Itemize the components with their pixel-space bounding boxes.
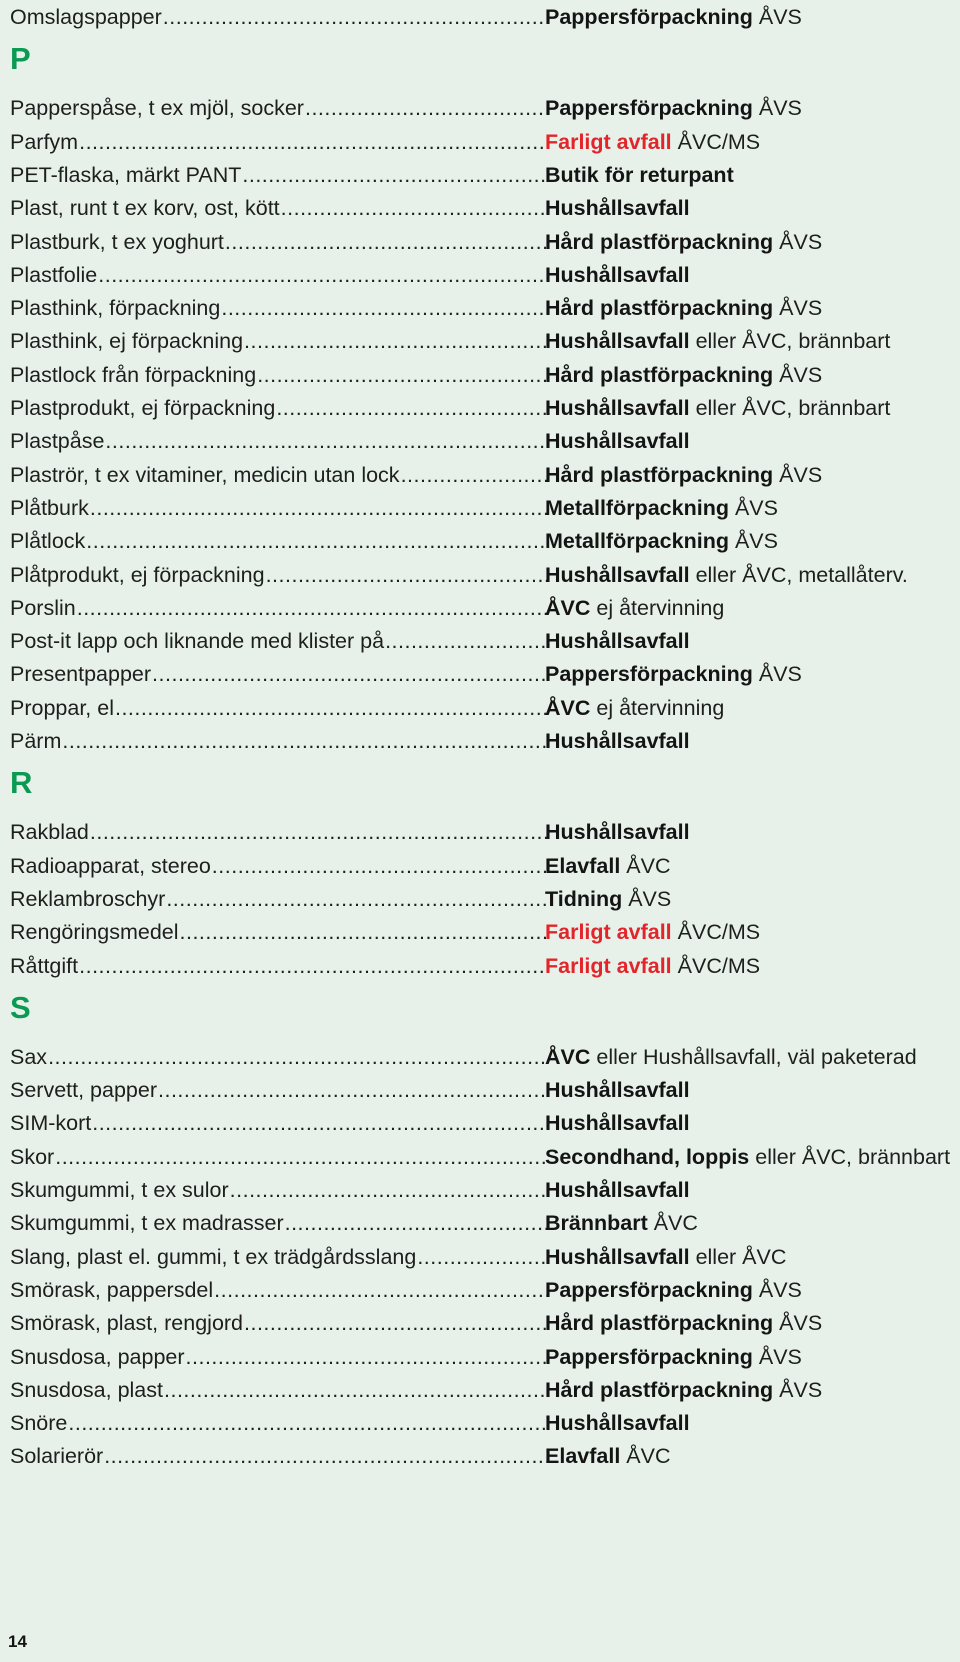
item-name: Plasthink, ej förpackning <box>10 329 244 354</box>
disposal-value <box>545 1073 690 1108</box>
disposal-category: Elavfall <box>545 853 621 878</box>
dot-leader <box>104 1439 548 1474</box>
dot-leader <box>115 691 548 726</box>
dot-leader <box>180 915 548 950</box>
item-entry <box>10 815 548 850</box>
hazard-category: Farligt avfall <box>545 953 672 978</box>
disposal-category: Metallförpackning <box>545 495 729 520</box>
item-name: Omslagspapper <box>10 5 162 29</box>
disposal-note: ej återvinning <box>596 595 725 620</box>
disposal-category: Hushållsavfall <box>545 196 690 221</box>
disposal-category: Hushållsavfall <box>545 1111 690 1136</box>
item-entry <box>10 724 548 759</box>
disposal-value <box>545 1106 690 1141</box>
disposal-value <box>545 591 724 626</box>
disposal-category: Pappersförpackning <box>545 1277 753 1302</box>
disposal-note: eller Hushållsavfall, väl paketerad <box>596 1044 917 1069</box>
item-name: Skumgummi, t ex sulor <box>10 1178 229 1202</box>
dot-leader <box>257 358 548 393</box>
disposal-note: ÅVS <box>779 362 823 387</box>
item-entry <box>10 391 548 426</box>
item-name: Plåtburk <box>10 495 89 520</box>
item-entry <box>10 657 548 692</box>
disposal-value <box>545 424 690 459</box>
disposal-note: ÅVS <box>758 96 802 121</box>
dot-leader <box>276 391 548 426</box>
item-entry <box>10 1173 548 1208</box>
disposal-category: Metallförpackning <box>545 529 729 554</box>
item-entry <box>10 1406 548 1441</box>
disposal-value <box>545 915 760 950</box>
item-name: Parfym <box>10 129 79 154</box>
item-entry <box>10 291 548 326</box>
disposal-value <box>545 324 890 359</box>
item-entry <box>10 0 548 35</box>
dot-leader <box>152 657 548 692</box>
item-entry <box>10 324 548 359</box>
item-name: Plåtlock <box>10 529 86 554</box>
disposal-category: ÅVC <box>545 595 591 620</box>
item-entry <box>10 458 548 493</box>
dot-leader <box>212 849 548 884</box>
disposal-note: ÅVS <box>758 5 802 29</box>
disposal-category: Hushållsavfall <box>545 729 690 753</box>
disposal-value <box>545 558 908 593</box>
dot-leader <box>62 724 548 759</box>
disposal-value <box>545 458 822 493</box>
disposal-value <box>545 225 822 260</box>
item-name: Rengöringsmedel <box>10 920 179 945</box>
disposal-category: Butik för returpant <box>545 162 734 187</box>
item-entry <box>10 591 548 626</box>
disposal-note: ej återvinning <box>596 695 725 720</box>
dot-leader <box>242 158 548 193</box>
disposal-note: ÅVS <box>779 1311 823 1336</box>
item-name: Slang, plast el. gummi, t ex trädgårdsslang <box>10 1244 417 1269</box>
item-name: Snöre <box>10 1411 68 1436</box>
disposal-value <box>545 1240 786 1275</box>
item-name: Skumgummi, t ex madrasser <box>10 1211 284 1236</box>
disposal-note: ÅVC <box>626 853 671 878</box>
item-name: PET-flaska, märkt PANT <box>10 162 242 187</box>
disposal-note: ÅVC/MS <box>677 953 761 978</box>
dot-leader <box>79 949 548 984</box>
item-name: Råttgift <box>10 953 79 978</box>
item-entry <box>10 191 548 226</box>
disposal-value <box>545 849 671 884</box>
disposal-note: ÅVS <box>734 495 778 520</box>
item-entry <box>10 1340 548 1375</box>
item-name: Plastprodukt, ej förpackning <box>10 396 276 420</box>
item-name: Reklambroschyr <box>10 886 166 911</box>
disposal-value <box>545 91 802 126</box>
disposal-category: Pappersförpackning <box>545 96 753 121</box>
item-entry <box>10 225 548 260</box>
item-name: Plast, runt t ex korv, ost, kött <box>10 196 280 221</box>
disposal-value <box>545 1206 698 1241</box>
disposal-value <box>545 0 802 35</box>
disposal-category: Pappersförpackning <box>545 662 753 687</box>
item-entry <box>10 624 548 659</box>
section-letter: P <box>10 41 31 77</box>
page-number: 14 <box>8 1632 27 1651</box>
disposal-value <box>545 815 690 850</box>
disposal-category: ÅVC <box>545 695 591 720</box>
dot-leader <box>158 1073 548 1108</box>
item-entry <box>10 1273 548 1308</box>
item-name: Skor <box>10 1144 55 1169</box>
item-entry <box>10 691 548 726</box>
disposal-value <box>545 125 760 160</box>
item-name: Plastpåse <box>10 429 105 454</box>
disposal-category: Hushållsavfall <box>545 329 690 354</box>
item-name: Sax <box>10 1044 48 1069</box>
disposal-note: ÅVC <box>653 1211 698 1236</box>
item-name: Solarierör <box>10 1444 104 1469</box>
disposal-value <box>545 158 734 193</box>
disposal-note: ÅVS <box>779 1377 823 1402</box>
dot-leader <box>221 291 548 326</box>
item-entry <box>10 1140 548 1175</box>
item-name: Presentpapper <box>10 662 152 687</box>
disposal-value <box>545 1439 671 1474</box>
disposal-note: ÅVS <box>758 1277 802 1302</box>
item-name: Plastfolie <box>10 262 98 287</box>
disposal-value <box>545 949 760 984</box>
disposal-value <box>545 258 690 293</box>
dot-leader <box>385 624 548 659</box>
item-entry <box>10 258 548 293</box>
disposal-note: eller ÅVC, brännbart <box>695 329 891 354</box>
disposal-value <box>545 1406 690 1441</box>
dot-leader <box>214 1273 548 1308</box>
disposal-note: ÅVS <box>628 886 672 911</box>
item-entry <box>10 1306 548 1341</box>
disposal-value <box>545 191 690 226</box>
item-name: Post-it lapp och liknande med klister på <box>10 629 385 654</box>
disposal-category: Hushållsavfall <box>545 629 690 654</box>
dot-leader <box>285 1206 548 1241</box>
disposal-category: Hushållsavfall <box>545 1244 690 1269</box>
dot-leader <box>90 491 548 526</box>
disposal-category: Tidning <box>545 886 623 911</box>
disposal-category: Elavfall <box>545 1444 621 1469</box>
item-name: Plåtprodukt, ej förpackning <box>10 562 265 587</box>
disposal-value <box>545 1306 822 1341</box>
section-letter: R <box>10 765 33 801</box>
disposal-category: Pappersförpackning <box>545 5 753 29</box>
disposal-category: Secondhand, loppis <box>545 1144 750 1169</box>
section-letter: S <box>10 989 31 1025</box>
disposal-category: Hushållsavfall <box>545 396 690 420</box>
dot-leader <box>98 258 548 293</box>
dot-leader <box>164 1373 548 1408</box>
disposal-note: eller ÅVC, brännbart <box>755 1144 951 1169</box>
disposal-value <box>545 724 690 759</box>
disposal-value <box>545 1040 917 1075</box>
dot-leader <box>163 0 548 35</box>
dot-leader <box>86 524 548 559</box>
item-entry <box>10 558 548 593</box>
dot-leader <box>230 1173 548 1208</box>
dot-leader <box>305 91 548 126</box>
disposal-value <box>545 291 822 326</box>
item-name: Pärm <box>10 729 62 753</box>
item-entry <box>10 1373 548 1408</box>
dot-leader <box>92 1106 548 1141</box>
disposal-category: Hushållsavfall <box>545 429 690 454</box>
disposal-value <box>545 491 778 526</box>
disposal-note: ÅVS <box>734 529 778 554</box>
item-entry <box>10 1106 548 1141</box>
dot-leader <box>166 882 548 917</box>
disposal-category: Hushållsavfall <box>545 1411 690 1436</box>
disposal-value <box>545 624 690 659</box>
item-entry <box>10 1240 548 1275</box>
item-entry <box>10 125 548 160</box>
item-entry <box>10 1206 548 1241</box>
disposal-note: eller ÅVC, brännbart <box>695 396 891 420</box>
item-entry <box>10 915 548 950</box>
disposal-category: Hushållsavfall <box>545 1178 690 1202</box>
disposal-value <box>545 1140 950 1175</box>
disposal-category: Pappersförpackning <box>545 1344 753 1369</box>
item-name: Servett, papper <box>10 1078 158 1103</box>
item-name: Radioapparat, stereo <box>10 853 211 878</box>
disposal-note: ÅVS <box>758 1344 802 1369</box>
disposal-category: Hård plastförpackning <box>545 1311 774 1336</box>
item-name: Porslin <box>10 595 76 620</box>
item-entry <box>10 882 548 917</box>
disposal-value <box>545 391 890 426</box>
item-entry <box>10 1040 548 1075</box>
disposal-value <box>545 1173 690 1208</box>
disposal-note: eller ÅVC, metallåterv. <box>695 562 908 587</box>
hazard-category: Farligt avfall <box>545 920 672 945</box>
item-entry <box>10 91 548 126</box>
dot-leader <box>401 458 548 493</box>
disposal-category: Hård plastförpackning <box>545 362 774 387</box>
disposal-category: Hård plastförpackning <box>545 296 774 321</box>
dot-leader <box>244 1306 548 1341</box>
item-entry <box>10 491 548 526</box>
disposal-category: Hård plastförpackning <box>545 1377 774 1402</box>
disposal-category: Brännbart <box>545 1211 648 1236</box>
hazard-category: Farligt avfall <box>545 129 672 154</box>
disposal-value <box>545 1340 802 1375</box>
disposal-note: ÅVS <box>758 662 802 687</box>
disposal-value <box>545 358 822 393</box>
disposal-note: ÅVC <box>626 1444 671 1469</box>
disposal-category: Hård plastförpackning <box>545 462 774 487</box>
disposal-note: ÅVC/MS <box>677 129 761 154</box>
disposal-category: Hushållsavfall <box>545 562 690 587</box>
item-name: SIM-kort <box>10 1111 92 1136</box>
item-name: Plastlock från förpackning <box>10 362 257 387</box>
disposal-note: ÅVS <box>779 296 823 321</box>
item-name: Smörask, plast, rengjord <box>10 1311 244 1336</box>
disposal-category: ÅVC <box>545 1044 591 1069</box>
dot-leader <box>244 324 548 359</box>
item-entry <box>10 424 548 459</box>
disposal-value <box>545 691 724 726</box>
dot-leader <box>281 191 548 226</box>
disposal-note: eller ÅVC <box>695 1244 787 1269</box>
dot-leader <box>77 591 548 626</box>
disposal-value <box>545 657 802 692</box>
item-name: Proppar, el <box>10 695 114 720</box>
item-name: Papperspåse, t ex mjöl, socker <box>10 96 304 121</box>
item-name: Plastburk, t ex yoghurt <box>10 229 224 254</box>
item-entry <box>10 524 548 559</box>
disposal-category: Hård plastförpackning <box>545 229 774 254</box>
dot-leader <box>79 125 548 160</box>
disposal-note: ÅVS <box>779 462 823 487</box>
item-entry <box>10 158 548 193</box>
disposal-value <box>545 524 778 559</box>
dot-leader <box>417 1240 548 1275</box>
item-entry <box>10 849 548 884</box>
item-name: Rakblad <box>10 820 89 845</box>
disposal-value <box>545 1273 802 1308</box>
item-name: Plaströr, t ex vitaminer, medicin utan lock <box>10 462 400 487</box>
dot-leader <box>105 424 548 459</box>
disposal-category: Hushållsavfall <box>545 820 690 845</box>
dot-leader <box>225 225 548 260</box>
item-name: Smörask, pappersdel <box>10 1277 214 1302</box>
dot-leader <box>48 1040 548 1075</box>
item-entry <box>10 358 548 393</box>
item-name: Snusdosa, papper <box>10 1344 185 1369</box>
disposal-note: ÅVS <box>779 229 823 254</box>
dot-leader <box>55 1140 548 1175</box>
dot-leader <box>266 558 548 593</box>
dot-leader <box>186 1340 548 1375</box>
disposal-note: ÅVC/MS <box>677 920 761 945</box>
item-entry <box>10 949 548 984</box>
dot-leader <box>68 1406 548 1441</box>
disposal-category: Hushållsavfall <box>545 262 690 287</box>
disposal-value <box>545 882 671 917</box>
disposal-value <box>545 1373 822 1408</box>
item-name: Plasthink, förpackning <box>10 296 221 321</box>
item-name: Snusdosa, plast <box>10 1377 163 1402</box>
item-entry <box>10 1073 548 1108</box>
dot-leader <box>90 815 548 850</box>
item-entry <box>10 1439 548 1474</box>
disposal-category: Hushållsavfall <box>545 1078 690 1103</box>
